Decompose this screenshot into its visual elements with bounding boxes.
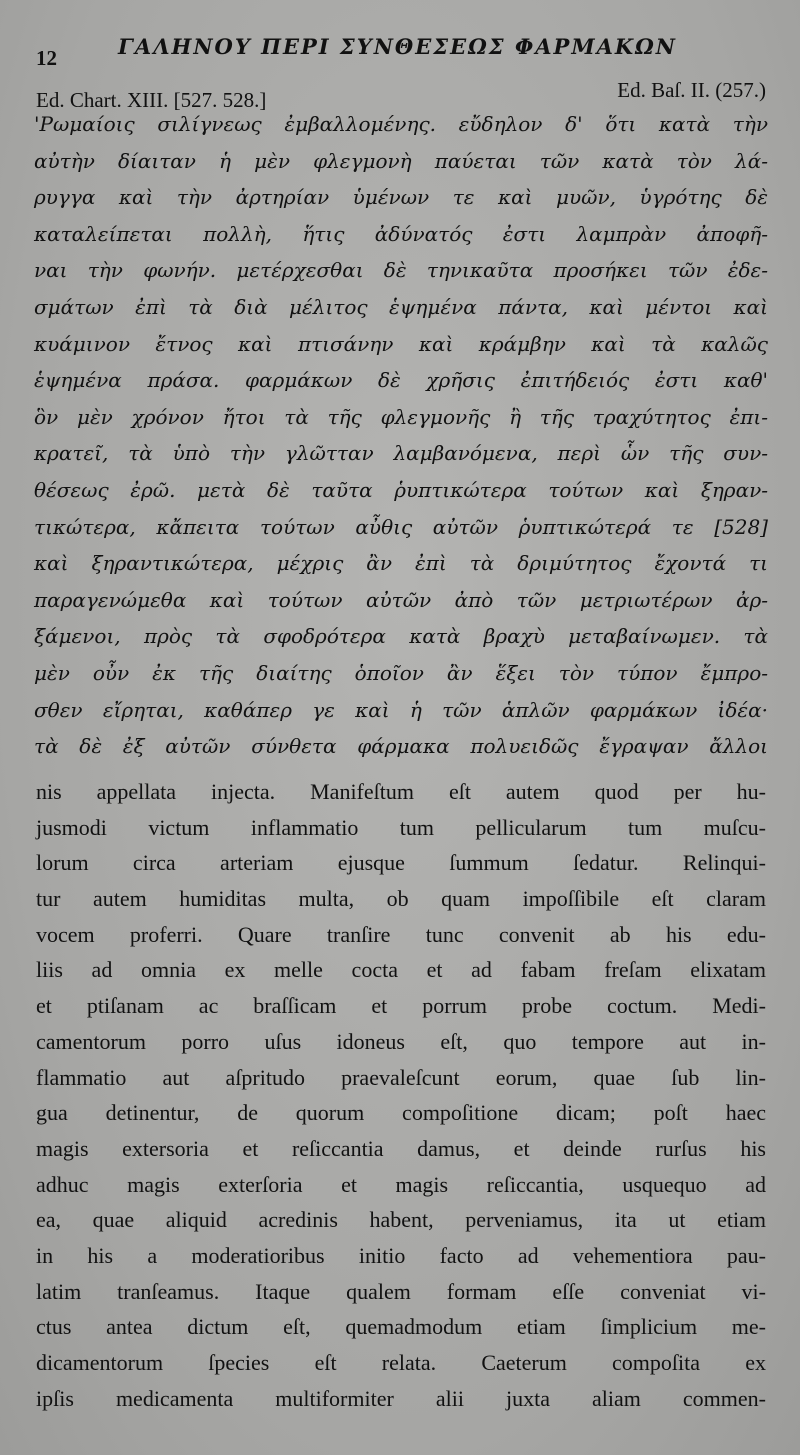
latin-text-line: et ptiſanam ac braſſicam et porrum probe coctum. Medi- [36,993,766,1019]
latin-text-line: gua detinentur, de quorum compoſitione dicam; poſt haec [36,1100,766,1126]
greek-text-line: κρατεῖ, τὰ ὑπὸ τὴν γλῶτταν λαμβανόμενα, περὶ ὧν τῆς συν- [34,441,768,466]
latin-text-line: liis ad omnia ex melle cocta et ad fabam freſam elixatam [36,957,766,983]
greek-text-line: τὰ δὲ ἐξ αὐτῶν σύνθετα φάρμακα πολυειδῶς ἔγραψαν ἄλλοι [34,734,768,759]
latin-text-line: flammatio aut aſpritudo praevaleſcunt eorum, quae ſub lin- [36,1064,766,1090]
edition-reference-right: Ed. Baſ. II. (257.) [617,78,766,102]
latin-text-line: camentorum porro uſus idoneus eſt, quo tempore aut in- [36,1028,766,1054]
greek-text-line: κυάμινον ἔτνος καὶ πτισάνην καὶ κράμβην καὶ τὰ καλῶς [34,331,768,356]
greek-text-line: θέσεως ἐρῶ. μετὰ δὲ ταῦτα ῥυπτικώτερα τούτων καὶ ξηραν- [34,477,768,502]
latin-text-line: tur autem humiditas multa, ob quam impoſſibile eſt claram [36,886,766,912]
greek-text-line: 'Ρωμαίοις σιλίγνεως ἐμβαλλομένης. εὔδηλον δ' ὅτι κατὰ τὴν [34,112,768,136]
latin-text-line: vocem proferri. Quare tranſire tunc convenit ab his edu- [36,921,766,947]
latin-text-line: ea, quae aliquid acredinis habent, perveniamus, ita ut etiam [36,1207,766,1233]
latin-text-line: ctus antea dictum eſt, quemadmodum etiam ſimplicium me- [36,1314,766,1340]
edition-reference-left: Ed. Chart. XIII. [527. 528.] [36,88,267,112]
latin-text-line: jusmodi victum inflammatio tum pellicularum tum muſcu- [36,814,766,840]
greek-text-line: ἑψημένα πράσα. φαρμάκων δὲ χρῆσις ἐπιτήδειός ἐστι καθ' [34,368,768,393]
latin-text-line: dicamentorum ſpecies eſt relata. Caeterum compoſita ex [36,1350,766,1375]
greek-text-line: σμάτων ἐπὶ τὰ διὰ μέλιτος ἑψημένα πάντα, καὶ μέντοι καὶ [34,294,768,319]
running-title: ΓΑΛΗΝΟΥ ΠΕΡΙ ΣΥΝΘΕΣΕΩΣ ΦΑΡΜΑΚΩΝ [118,34,677,59]
greek-text-line: καταλείπεται πολλὴ, ἥτις ἀδύνατός ἐστι λαμπρὰν ἀποφῆ- [34,221,768,246]
latin-text-block [36,774,766,1416]
greek-text-line: παραγενώμεθα καὶ τούτων αὐτῶν ἀπὸ τῶν μετριωτέρων ἀρ- [34,587,768,612]
latin-text-line: ipſis medicamenta multiformiter alii juxta aliam commen- [36,1385,766,1411]
greek-text-line: ὃν μὲν χρόνον ἤτοι τὰ τῆς φλεγμονῆς ἢ τῆς τραχύτητος ἐπι- [34,404,768,429]
greek-text-line: καὶ ξηραντικώτερα, μέχρις ἂν ἐπὶ τὰ δριμύτητος ἔχοντά τι [34,551,768,576]
latin-text-line: lorum circa arteriam ejusque ſummum ſedatur. Relinqui- [36,850,766,876]
latin-text-line: magis extersoria et reſiccantia damus, et deinde rurſus his [36,1135,766,1161]
greek-text-line: αὐτὴν δίαιταν ἡ μὲν φλεγμονὴ παύεται τῶν κατὰ τὸν λά- [34,148,768,173]
greek-text-line: μὲν οὖν ἐκ τῆς διαίτης ὁποῖον ἂν ἕξει τὸν τύπον ἔμπρο- [34,660,768,685]
greek-text-block [34,106,768,765]
greek-text-line: τικώτερα, κἄπειτα τούτων αὖθις αὐτῶν ῥυπτικώτερά τε [528] [34,514,768,539]
greek-text-line: σθεν εἴρηται, καθάπερ γε καὶ ἡ τῶν ἁπλῶν φαρμάκων ἰδέα· [34,697,768,722]
latin-text-line: latim tranſeamus. Itaque qualem formam eſſe conveniat vi- [36,1278,766,1304]
greek-text-line: ρυγγα καὶ τὴν ἀρτηρίαν ὑμένων τε καὶ μυῶν, ὑγρότης δὲ [34,185,768,210]
latin-text-line: nis appellata injecta. Manifeſtum eſt autem quod per hu- [36,779,766,804]
greek-text-line: ξάμενοι, πρὸς τὰ σφοδρότερα κατὰ βραχὺ μεταβαίνωμεν. τὰ [34,624,768,649]
latin-text-line: in his a moderatioribus initio facto ad vehementiora pau- [36,1242,766,1268]
latin-text-line: adhuc magis exterſoria et magis reſiccantia, usquequo ad [36,1171,766,1197]
page-number: 12 [36,46,57,70]
greek-text-line: ναι τὴν φωνήν. μετέρχεσθαι δὲ τηνικαῦτα προσήκει τῶν ἐδε- [34,258,768,283]
